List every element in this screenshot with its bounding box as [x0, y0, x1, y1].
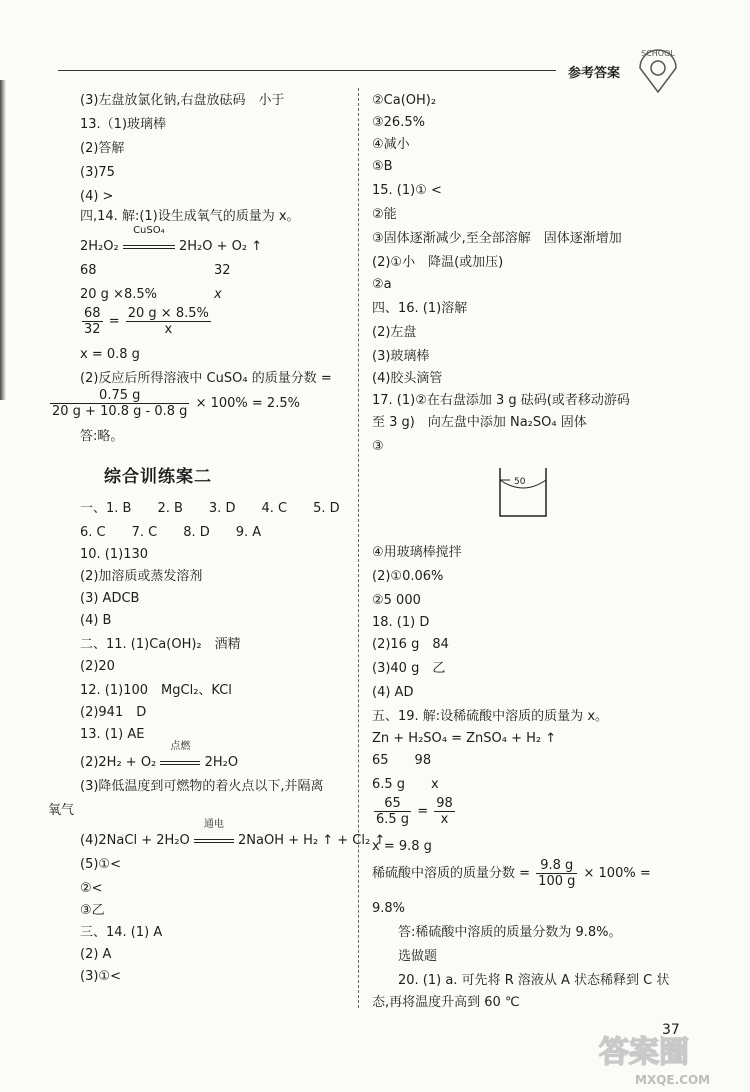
watermark-url: MXQE.COM [635, 1073, 711, 1087]
fraction-tail: × 100% = [583, 866, 651, 881]
chemical-equation [80, 819, 386, 850]
fraction: $\frac{98}{x}$ [436, 796, 453, 827]
mass-a: 68 [80, 263, 97, 278]
answer-line: 选做题 [398, 949, 438, 964]
answer-line: 答:稀硫酸中溶质的质量分数为 9.8%。 [398, 925, 622, 940]
eq-lhs: (2)2H₂ + O₂ [80, 755, 157, 770]
beaker-label: 50 [514, 477, 526, 487]
eq-rhs: 2NaOH + H₂ ↑ + Cl₂ ↑ [238, 833, 386, 848]
answer-line: 四、16. (1)溶解 [372, 301, 468, 316]
equals-sign: = [108, 314, 120, 329]
section-title: 综合训练案二 [104, 467, 212, 487]
answer-line: 20. (1) a. 可先将 R 溶液从 A 状态稀释到 C 状 [398, 973, 670, 988]
expression-prefix: 稀硫酸中溶质的质量分数 = [372, 866, 531, 881]
answer-line: (2)941 D [80, 705, 147, 720]
answer-line: (3)玻璃棒 [372, 349, 430, 364]
answer-line: (2)①小 降温(或加压) [372, 255, 504, 270]
fraction: $\frac{0.75 g}{20 g + 10.8 g - 0.8 g}$ [52, 388, 188, 419]
fraction: $\frac{68}{32}$ [84, 306, 101, 337]
answer-line: (4) > [80, 189, 114, 204]
answer-line: ④用玻璃棒搅拌 [372, 545, 462, 560]
answer-line: 6.5 g x [372, 777, 439, 792]
reaction-condition [160, 741, 200, 772]
answer-line: ②能 [372, 207, 397, 222]
fraction-tail: × 100% = 2.5% [195, 396, 300, 411]
answer-line: 二、11. (1)Ca(OH)₂ 酒精 [80, 637, 241, 652]
answer-line: (2)左盘 [372, 325, 417, 340]
answer-line: ③ [372, 439, 384, 454]
answer-line: (4) AD [372, 685, 414, 700]
graduated-cylinder-figure [496, 466, 556, 518]
answer-line: (2) A [80, 947, 112, 962]
var-a: 20 g ×8.5% [80, 287, 157, 302]
ratio-equation [372, 796, 457, 827]
header-rule [58, 70, 556, 71]
answer-line: 态,再将温度升高到 60 ℃ [372, 995, 520, 1010]
answer-line: 四,14. 解:(1)设生成氧气的质量为 x。 [80, 209, 300, 224]
eq-rhs: 2H₂O + O₂ ↑ [178, 239, 263, 254]
answer-line: (3)左盘放氯化钠,右盘放砝码 小于 [80, 93, 285, 108]
answer-line: (2)①0.06% [372, 569, 444, 584]
var-b: x [214, 287, 222, 302]
answer-line: 三、14. (1) A [80, 925, 163, 940]
answer-line: (2)20 [80, 659, 115, 674]
answer-line: 18. (1) D [372, 615, 430, 630]
answer-line: 10. (1)130 [80, 547, 149, 562]
answer-line: ②5 000 [372, 593, 421, 608]
reaction-condition [123, 225, 175, 256]
fraction: $\frac{20 g \times 8.5\%}{x}$ [127, 306, 209, 337]
scan-edge-shadow [0, 80, 6, 400]
answer-line: ②Ca(OH)₂ [372, 93, 437, 108]
mass-row [80, 262, 231, 280]
watermark-logo [595, 1028, 745, 1088]
answer-line: ②< [80, 881, 103, 896]
answer-line: 17. (1)②在右盘添加 3 g 砝码(或者移动游码 [372, 393, 630, 408]
condition-label: 点燃 [170, 741, 191, 752]
answer-line: ③26.5% [372, 115, 425, 130]
mass-b: 32 [214, 263, 231, 278]
answer-line: (2)反应后所得溶液中 CuSO₄ 的质量分数 = [80, 371, 332, 386]
answer-line: 答:略。 [80, 429, 124, 444]
eq-rhs: 2H₂O [204, 755, 239, 770]
ratio-equation [80, 306, 213, 337]
column-divider [358, 88, 359, 1008]
result-line: x = 0.8 g [80, 347, 140, 362]
answer-line: Zn + H₂SO₄ = ZnSO₄ + H₂ ↑ [372, 731, 557, 746]
fraction-expression [372, 858, 651, 889]
eq-lhs: 2H₂O₂ [80, 239, 119, 254]
answer-line: (4) B [80, 613, 112, 628]
school-logo-icon [630, 40, 686, 96]
watermark-text: 答案圈 [599, 1035, 689, 1070]
answer-line: (2)加溶质或蒸发溶剂 [80, 569, 203, 584]
header-title: 参考答案 [568, 66, 621, 81]
answer-line: ④减小 [372, 137, 410, 152]
fraction: $\frac{65}{6.5 g}$ [376, 796, 410, 827]
fraction: $\frac{9.8 g}{100 g}$ [538, 858, 576, 889]
answer-line: ③乙 [80, 903, 105, 918]
condition-label: 通电 [203, 819, 224, 830]
chemical-equation [80, 225, 263, 256]
answer-line: 五、19. 解:设稀硫酸中溶质的质量为 x。 [372, 709, 609, 724]
answer-line: ③固体逐渐减少,至全部溶解 固体逐渐增加 [372, 231, 622, 246]
answer-line: (2)答解 [80, 141, 125, 156]
answer-line: 15. (1)① < [372, 183, 442, 198]
eq-lhs: (4)2NaCl + 2H₂O [80, 833, 190, 848]
answer-line: 13. (1) AE [80, 727, 145, 742]
answer-line: (2)16 g 84 [372, 637, 449, 652]
page-number: 37 [662, 1022, 680, 1038]
var-row [80, 286, 222, 304]
answer-line: 至 3 g) 向左盘中添加 Na₂SO₄ 固体 [372, 415, 587, 430]
answer-line: ②a [372, 277, 392, 292]
equals-sign: = [417, 804, 429, 819]
answer-line: (4)胶头滴管 [372, 371, 443, 386]
answer-line: 6. C 7. C 8. D 9. A [80, 525, 262, 540]
answer-line: 12. (1)100 MgCl₂、KCl [80, 683, 232, 698]
answer-line: ⑤B [372, 159, 393, 174]
answer-line: 一、1. B 2. B 3. D 4. C 5. D [80, 501, 340, 516]
answer-line: (3) ADCB [80, 591, 140, 606]
answer-line: 9.8% [372, 901, 406, 916]
condition-label: CuSO₄ [133, 225, 165, 236]
answer-line: 氧气 [48, 803, 75, 818]
school-logo-text: SCHOOL [641, 49, 675, 58]
answer-line: (3)40 g 乙 [372, 661, 446, 676]
answer-line: 13.（1)玻璃棒 [80, 117, 167, 132]
answer-line: 65 98 [372, 753, 432, 768]
chemical-equation [80, 741, 239, 772]
reaction-condition [194, 819, 234, 850]
answer-line: (5)①< [80, 857, 121, 872]
fraction-expression [48, 388, 300, 419]
answer-line: (3)降低温度到可燃物的着火点以下,并隔离 [80, 779, 324, 794]
result-line: x = 9.8 g [372, 839, 432, 854]
answer-line: (3)75 [80, 165, 115, 180]
answer-line: (3)①< [80, 969, 121, 984]
